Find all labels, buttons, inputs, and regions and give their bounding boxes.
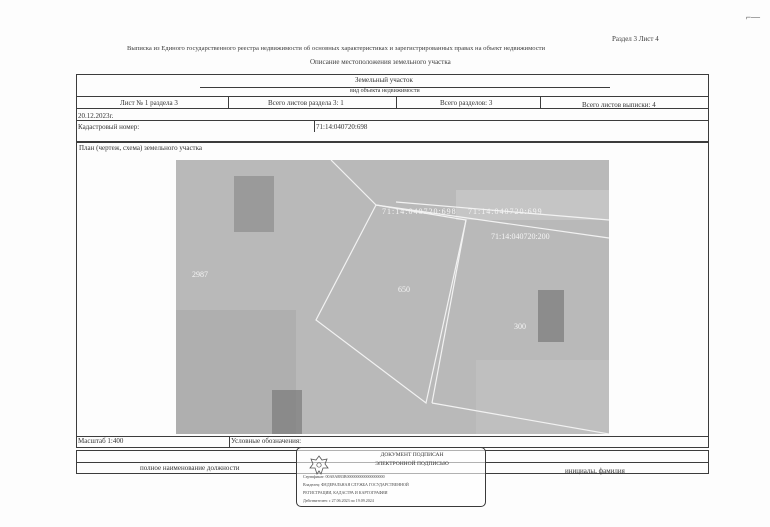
area-label-left: 2987 bbox=[192, 270, 208, 279]
section-sheet-label: Раздел 3 Лист 4 bbox=[612, 35, 659, 43]
table-divider bbox=[76, 96, 709, 97]
cadastral-label: Кадастровый номер: bbox=[78, 123, 140, 131]
total-sections: Всего разделов: 3 bbox=[440, 99, 493, 107]
table-divider bbox=[540, 96, 541, 108]
signature-caption: инициалы, фамилия bbox=[565, 467, 625, 475]
scale-label: Масштаб 1:400 bbox=[78, 437, 124, 445]
table-divider bbox=[229, 436, 230, 448]
e-signature-stamp bbox=[296, 447, 486, 507]
stamp-owner-2: РЕГИСТРАЦИИ, КАДАСТРА И КАРТОГРАФИИ bbox=[303, 490, 388, 495]
plan-label: План (чертеж, схема) земельного участка bbox=[79, 144, 203, 152]
table-divider bbox=[314, 120, 315, 132]
parcel-label-right: 71:14:040720:699 bbox=[468, 207, 543, 216]
area-label-center: 650 bbox=[398, 285, 410, 294]
table-divider bbox=[76, 120, 709, 121]
total-sheets-extract: Всего листов выписки: 4 bbox=[582, 101, 656, 109]
stamp-title: ДОКУМЕНТ ПОДПИСАН bbox=[380, 452, 444, 458]
extract-title: Выписка из Единого государственного реестра недвижимости об основных характеристиках и зарегистрированных правах на объект недвижимости bbox=[127, 45, 546, 52]
cadastral-number: 71:14:040720:698 bbox=[316, 123, 368, 131]
extract-date: 20.12.2023г. bbox=[78, 112, 114, 120]
document-subtitle: Описание местоположения земельного участка bbox=[310, 58, 451, 66]
table-divider bbox=[76, 436, 709, 437]
stamp-title-2: ЭЛЕКТРОННОЙ ПОДПИСЬЮ bbox=[375, 461, 449, 467]
parcel-label-main: 71:14:040720:698 bbox=[382, 207, 457, 216]
legend-label: Условные обозначения: bbox=[231, 437, 302, 445]
stamp-validity: Действителен: с 27.06.2023 по 19.09.2024 bbox=[303, 498, 374, 503]
total-sheets-section: Всего листов раздела 3: 1 bbox=[268, 99, 344, 107]
object-type: Земельный участок bbox=[355, 76, 413, 84]
area-label-right: 300 bbox=[514, 322, 526, 331]
stamp-owner: Владелец: ФЕДЕРАЛЬНАЯ СЛУЖБА ГОСУДАРСТВЕННОЙ bbox=[303, 482, 409, 487]
position-caption: полное наименование должности bbox=[140, 464, 240, 472]
sheet-of-section: Лист № 1 раздела 3 bbox=[120, 99, 178, 107]
table-divider bbox=[76, 108, 709, 109]
table-divider bbox=[396, 96, 397, 108]
map-drawing bbox=[176, 160, 609, 434]
object-type-caption: вид объекта недвижимости bbox=[350, 88, 420, 94]
corner-mark: ⌐— bbox=[745, 12, 760, 22]
table-divider bbox=[228, 96, 229, 108]
parcel-label-right2: 71:14:040720:200 bbox=[491, 232, 550, 241]
stamp-certificate: Сертификат: 00A8A8B3B0000000000000000000 bbox=[303, 474, 385, 479]
land-plot-map bbox=[176, 160, 609, 434]
